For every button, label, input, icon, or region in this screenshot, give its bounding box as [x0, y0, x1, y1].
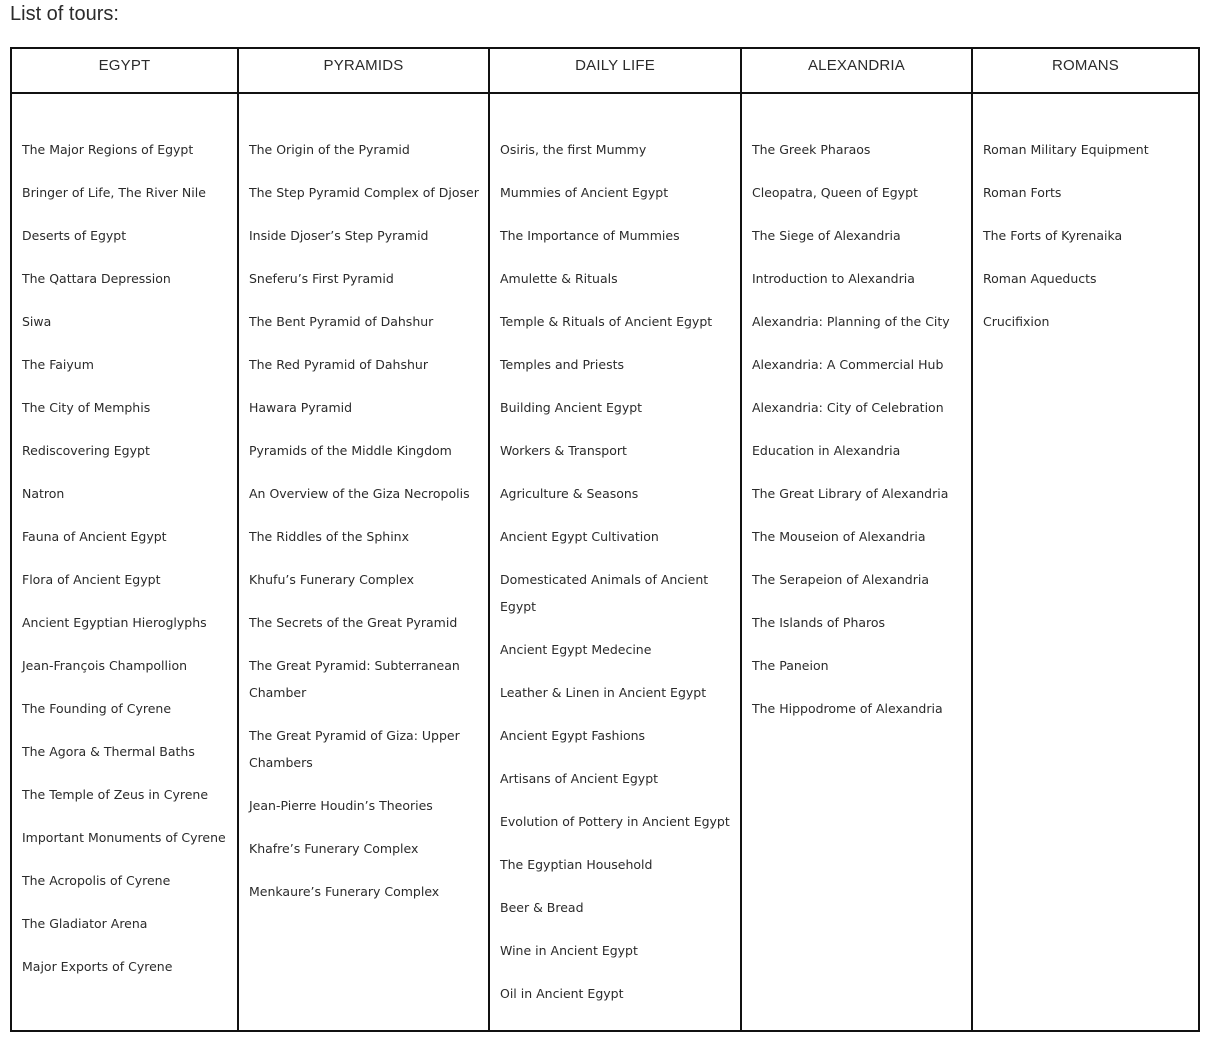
tour-link[interactable]: The City of Memphis — [22, 400, 151, 415]
tour-link[interactable]: Ancient Egypt Fashions — [500, 728, 646, 743]
tour-link[interactable]: The Great Library of Alexandria — [752, 486, 949, 501]
tour-link[interactable]: The Temple of Zeus in Cyrene — [22, 787, 209, 802]
column-header-alexandria: ALEXANDRIA — [742, 49, 971, 94]
column-list-alexandria — [742, 94, 971, 1030]
tour-link[interactable]: The Importance of Mummies — [500, 228, 680, 243]
tour-link[interactable]: The Founding of Cyrene — [22, 701, 172, 716]
column-romans — [973, 49, 1198, 1030]
tour-link[interactable]: The Egyptian Household — [500, 857, 653, 872]
tour-link[interactable]: Jean-Pierre Houdin’s Theories — [249, 798, 433, 813]
tour-link[interactable]: Inside Djoser’s Step Pyramid — [249, 228, 429, 243]
tour-link[interactable]: Education in Alexandria — [752, 443, 901, 458]
tour-link[interactable]: Natron — [22, 486, 65, 501]
tour-link[interactable]: The Acropolis of Cyrene — [22, 873, 171, 888]
tour-link[interactable]: The Great Pyramid: Subterranean Chamber — [249, 658, 460, 700]
tour-link[interactable]: The Secrets of the Great Pyramid — [249, 615, 458, 630]
tour-link[interactable]: Leather & Linen in Ancient Egypt — [500, 685, 707, 700]
tour-link[interactable]: The Greek Pharaos — [752, 142, 871, 157]
tour-link[interactable]: Hawara Pyramid — [249, 400, 353, 415]
tour-link[interactable]: Ancient Egyptian Hieroglyphs — [22, 615, 207, 630]
tour-link[interactable]: The Qattara Depression — [22, 271, 171, 286]
tour-link[interactable]: Agriculture & Seasons — [500, 486, 639, 501]
tour-link[interactable]: Alexandria: A Commercial Hub — [752, 357, 944, 372]
tour-link[interactable]: The Siege of Alexandria — [752, 228, 901, 243]
tour-link[interactable]: Evolution of Pottery in Ancient Egypt — [500, 814, 730, 829]
column-header-egypt: EGYPT — [12, 49, 237, 94]
tour-link[interactable]: Building Ancient Egypt — [500, 400, 643, 415]
tour-link[interactable]: Workers & Transport — [500, 443, 627, 458]
tour-link[interactable]: The Serapeion of Alexandria — [752, 572, 929, 587]
tour-link[interactable]: Major Exports of Cyrene — [22, 959, 173, 974]
tour-link[interactable]: Ancient Egypt Medecine — [500, 642, 652, 657]
tour-link[interactable]: Introduction to Alexandria — [752, 271, 915, 286]
tour-link[interactable]: Roman Forts — [983, 185, 1062, 200]
column-pyramids — [239, 49, 490, 1030]
tour-link[interactable]: The Bent Pyramid of Dahshur — [249, 314, 434, 329]
tour-link[interactable]: Pyramids of the Middle Kingdom — [249, 443, 452, 458]
page-title: List of tours: — [10, 3, 119, 25]
column-egypt — [12, 49, 239, 1030]
column-list-pyramids — [239, 94, 488, 1030]
tour-link[interactable]: Bringer of Life, The River Nile — [22, 185, 206, 200]
column-list-daily-life — [490, 94, 740, 1030]
tour-link[interactable]: The Great Pyramid of Giza: Upper Chambers — [249, 728, 460, 770]
tour-link[interactable]: Mummies of Ancient Egypt — [500, 185, 669, 200]
tour-link[interactable]: Wine in Ancient Egypt — [500, 943, 638, 958]
tour-link[interactable]: Khafre’s Funerary Complex — [249, 841, 419, 856]
tour-link[interactable]: The Step Pyramid Complex of Djoser — [249, 185, 479, 200]
tour-link[interactable]: Ancient Egypt Cultivation — [500, 529, 659, 544]
tour-link[interactable]: Menkaure’s Funerary Complex — [249, 884, 440, 899]
tour-link[interactable]: Alexandria: City of Celebration — [752, 400, 944, 415]
tour-link[interactable]: Oil in Ancient Egypt — [500, 986, 624, 1001]
tour-link[interactable]: Khufu’s Funerary Complex — [249, 572, 415, 587]
tour-link[interactable]: Osiris, the first Mummy — [500, 142, 647, 157]
column-list-romans — [973, 94, 1198, 1030]
tour-link[interactable]: Roman Aqueducts — [983, 271, 1097, 286]
tour-link[interactable]: Domesticated Animals of Ancient Egypt — [500, 572, 709, 614]
tour-link[interactable]: Sneferu’s First Pyramid — [249, 271, 394, 286]
tour-link[interactable]: Roman Military Equipment — [983, 142, 1149, 157]
tours-table — [10, 47, 1200, 1032]
tour-link[interactable]: Alexandria: Planning of the City — [752, 314, 950, 329]
column-header-romans: ROMANS — [973, 49, 1198, 94]
tour-link[interactable]: Rediscovering Egypt — [22, 443, 150, 458]
tour-link[interactable]: The Origin of the Pyramid — [249, 142, 410, 157]
tour-link[interactable]: The Riddles of the Sphinx — [249, 529, 409, 544]
tour-link[interactable]: Jean-François Champollion — [22, 658, 188, 673]
column-header-daily-life: DAILY LIFE — [490, 49, 740, 94]
tour-link[interactable]: Temples and Priests — [500, 357, 624, 372]
tour-link[interactable]: Siwa — [22, 314, 52, 329]
tour-link[interactable]: Crucifixion — [983, 314, 1050, 329]
tour-link[interactable]: An Overview of the Giza Necropolis — [249, 486, 470, 501]
tour-link[interactable]: The Hippodrome of Alexandria — [752, 701, 943, 716]
tour-link[interactable]: The Paneion — [752, 658, 829, 673]
tour-link[interactable]: The Faiyum — [22, 357, 94, 372]
column-header-pyramids: PYRAMIDS — [239, 49, 488, 94]
column-alexandria — [742, 49, 973, 1030]
tour-link[interactable]: The Forts of Kyrenaika — [983, 228, 1123, 243]
tour-link[interactable]: The Major Regions of Egypt — [22, 142, 194, 157]
tour-link[interactable]: Fauna of Ancient Egypt — [22, 529, 167, 544]
tour-link[interactable]: The Mouseion of Alexandria — [752, 529, 926, 544]
tour-link[interactable]: The Agora & Thermal Baths — [22, 744, 195, 759]
column-daily-life — [490, 49, 742, 1030]
tour-link[interactable]: Amulette & Rituals — [500, 271, 618, 286]
tour-link[interactable]: Flora of Ancient Egypt — [22, 572, 161, 587]
column-list-egypt — [12, 94, 237, 1030]
tour-link[interactable]: Cleopatra, Queen of Egypt — [752, 185, 918, 200]
tour-link[interactable]: Important Monuments of Cyrene — [22, 830, 226, 845]
tour-link[interactable]: The Red Pyramid of Dahshur — [249, 357, 428, 372]
tour-link[interactable]: Deserts of Egypt — [22, 228, 127, 243]
tour-link[interactable]: The Gladiator Arena — [22, 916, 148, 931]
tour-link[interactable]: Beer & Bread — [500, 900, 584, 915]
tour-link[interactable]: Artisans of Ancient Egypt — [500, 771, 659, 786]
tour-link[interactable]: Temple & Rituals of Ancient Egypt — [500, 314, 713, 329]
tour-link[interactable]: The Islands of Pharos — [752, 615, 886, 630]
